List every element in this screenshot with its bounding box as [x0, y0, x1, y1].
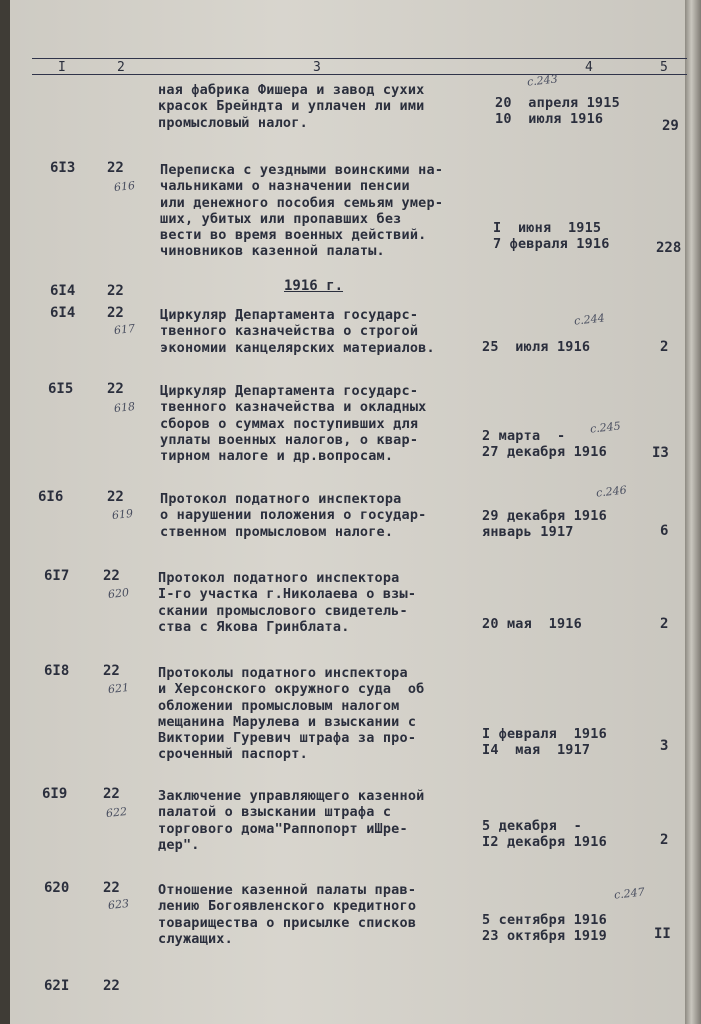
column-header-1: I	[58, 60, 66, 75]
entry-text: Заключение управляющего казенной палатой о взыскании штрафа с торгового дома"Раппопорт иШре- дер".	[158, 788, 425, 853]
entry-sheets: 2	[660, 616, 669, 632]
entry-sheets: 3	[660, 738, 669, 754]
entry-number: 6I3	[50, 160, 76, 176]
entry-number: 62I	[44, 978, 70, 994]
entry-hand-number: 620	[107, 585, 130, 602]
continuation-sheets: 29	[662, 118, 679, 134]
entry-fond: 22	[103, 663, 120, 679]
entry-text: Протокол податного инспектора I-го участка г.Николаева о взы- скании промыслового свидетель- ства с Якова Гринблата.	[158, 570, 417, 635]
entry-sheets: I3	[652, 445, 669, 461]
entry-dates: 25 июля 1916	[482, 339, 591, 355]
entry-hand-number: 621	[107, 680, 130, 697]
column-header-4: 4	[585, 60, 593, 75]
entry-hand-number: 623	[107, 896, 130, 913]
entry-fond: 22	[103, 568, 120, 584]
entry-dates: 5 сентября 1916 23 октября 1919	[482, 912, 607, 945]
entry-fond: 22	[107, 381, 124, 397]
entry-hand-number: 618	[113, 399, 136, 416]
continuation-page-note: с.243	[526, 72, 559, 89]
entry-hand-number: 622	[105, 804, 128, 821]
entry-dates: 2 марта - 27 декабря 1916	[482, 428, 607, 461]
entry-sheets: 2	[660, 832, 669, 848]
entry-number: 6I5	[48, 381, 74, 397]
entry-sheets: 2	[660, 339, 669, 355]
entry-hand-number: 617	[113, 321, 136, 338]
entry-number: 6I8	[44, 663, 70, 679]
entry-text: Циркуляр Департамента государс- твенного казначейства о строгой экономии канцелярских материалов.	[160, 307, 435, 356]
entry-number: 6I9	[42, 786, 68, 802]
entry-page-note: с.246	[595, 483, 628, 500]
entry-sheets: II	[654, 926, 671, 942]
entry-fond: 22	[107, 283, 124, 299]
entry-fond: 22	[107, 489, 124, 505]
entry-number: 6I6	[38, 489, 64, 505]
entry-number: 620	[44, 880, 70, 896]
entry-dates: 20 мая 1916	[482, 616, 582, 632]
binder-edge	[685, 0, 701, 1024]
entry-fond: 22	[103, 978, 120, 994]
entry-page-note: с.247	[613, 885, 646, 902]
column-header-3: 3	[313, 60, 321, 75]
entry-sheets: 228	[656, 240, 682, 256]
entry-dates: I июня 1915 7 февраля 1916	[493, 220, 610, 253]
entry-text: Протоколы податного инспектора и Херсонского окружного суда об обложении промысловым налогом мещанина Марулева и взыскании с Виктории Гуревич штрафа за про- сроченный паспорт.	[158, 665, 425, 763]
entry-number: 6I4	[50, 283, 76, 299]
entry-hand-number: 619	[111, 506, 134, 523]
entry-text: Отношение казенной палаты прав- лению Богоявленского кредитного товарищества о присылке списков служащих.	[158, 882, 417, 947]
continuation-text: ная фабрика Фишера и завод сухих красок Брейндта и уплачен ли ими промысловый налог.	[158, 82, 425, 131]
entry-sheets: 6	[660, 523, 669, 539]
entry-number: 6I4	[50, 305, 76, 321]
entry-dates: 29 декабря 1916 январь 1917	[482, 508, 607, 541]
entry-hand-number: 616	[113, 178, 136, 195]
entry-text: Переписка с уездными воинскими на- чальниками о назначении пенсии или денежного пособия семьям умер- ших, убитых или пропавших без вести во время военных действий. чиновников казенной палаты.	[160, 162, 444, 260]
entry-fond: 22	[107, 160, 124, 176]
column-header-2: 2	[117, 60, 125, 75]
entry-dates: I февраля 1916 I4 мая 1917	[482, 726, 607, 759]
entry-number: 6I7	[44, 568, 70, 584]
continuation-dates: 20 апреля 1915 10 июля 1916	[495, 95, 620, 128]
entry-page-note: с.244	[573, 311, 606, 328]
entry-fond: 22	[103, 880, 120, 896]
entry-text: Протокол податного инспектора о нарушении положения о государ- ственном промысловом налоге.	[160, 491, 427, 540]
column-header-5: 5	[660, 60, 668, 75]
entry-text: Циркуляр Департамента государс- твенного казначейства и окладных сборов о суммах поступивших для уплаты военных налогов, о квар- тирном налоге и др.вопросам.	[160, 383, 427, 465]
entry-page-note: с.245	[589, 419, 622, 436]
year-heading: 1916 г.	[284, 278, 344, 294]
entry-fond: 22	[103, 786, 120, 802]
entry-dates: 5 декабря - I2 декабря 1916	[482, 818, 607, 851]
entry-fond: 22	[107, 305, 124, 321]
header-rule-top	[32, 58, 687, 59]
